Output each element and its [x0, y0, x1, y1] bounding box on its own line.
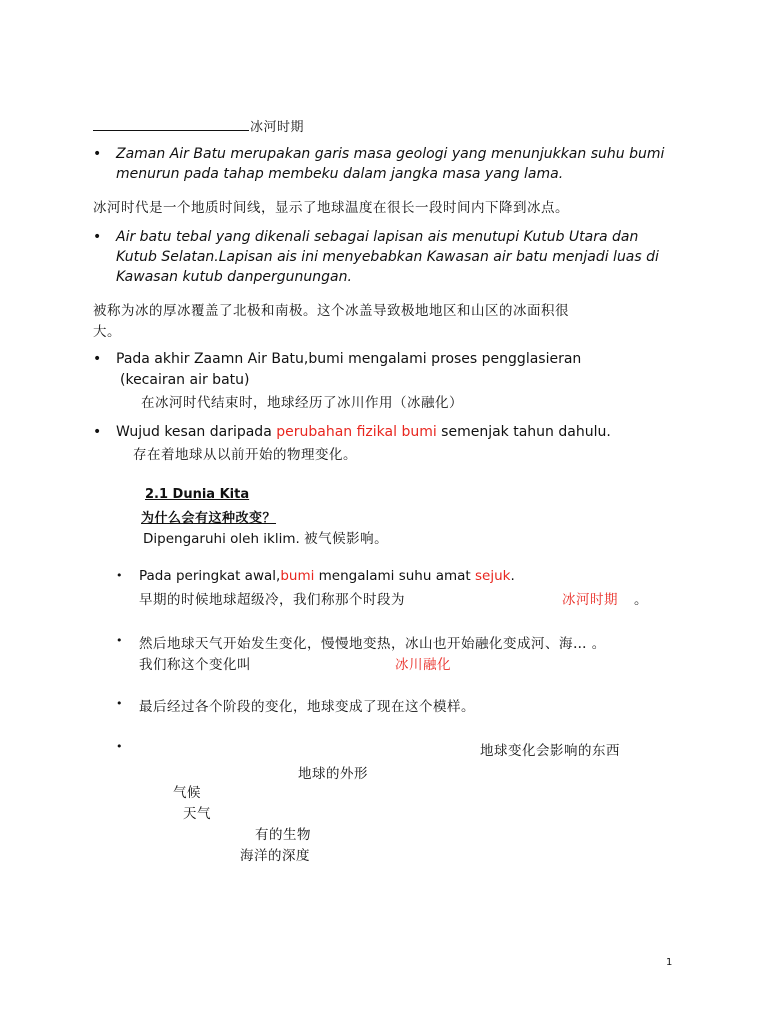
- chinese-para-2-line-1: 被称为冰的厚冰覆盖了北极和南极。这个冰盖导致极地地区和山区的冰面积很: [93, 303, 569, 319]
- bullet-1-line-1: Zaman Air Batu merupakan garis masa geologi yang menunjukkan suhu bumi: [116, 146, 665, 162]
- bullet-2-line-1: Air batu tebal yang dikenali sebagai lapisan ais menutupi Kutub Utara dan: [116, 229, 639, 245]
- sub-bullet-2: •: [116, 634, 123, 647]
- bullet-3-line-1: Pada akhir Zaamn Air Batu,bumi mengalami proses pengglasieran: [116, 351, 582, 367]
- bullet-1: •: [93, 146, 102, 162]
- sub-bullet-1-red-1: bumi: [280, 568, 315, 584]
- chinese-para-3: 在冰河时代结束时，地球经历了冰川作用（冰融化）: [141, 395, 463, 411]
- title-rule: [93, 130, 249, 131]
- sub-bullet-2-line-2: 我们称这个变化叫: [139, 657, 251, 673]
- section-question: 为什么会有这种改变？: [141, 511, 277, 526]
- sub-bullet-1-chinese-end: 。: [634, 592, 648, 608]
- sub-bullet-3-line: 最后经过各个阶段的变化，地球变成了现在这个模样。: [139, 699, 475, 715]
- page-title: 冰河时期: [250, 120, 305, 135]
- section-heading: 2.1 Dunia Kita: [145, 487, 250, 502]
- bullet-1-line-2: menurun pada tahap membeku dalam jangka masa yang lama.: [116, 166, 564, 182]
- answer-malay: Dipengaruhi oleh iklim.: [143, 531, 300, 547]
- affected-item: 海洋的深度: [240, 848, 310, 864]
- affected-item: 气候: [173, 785, 201, 801]
- bullet-2-line-2: Kutub Selatan.Lapisan ais ini menyebabkan Kawasan air batu menjadi luas di: [116, 249, 659, 265]
- sub-bullet-1: •: [116, 569, 123, 582]
- sub-bullet-3: •: [116, 697, 123, 710]
- bullet-3-line-2: (kecairan air batu): [120, 372, 250, 388]
- chinese-para-4: 存在着地球从以前开始的物理变化。: [133, 447, 357, 463]
- sub-bullet-1-chinese-red: 冰河时期: [562, 592, 618, 608]
- bullet-3: •: [93, 351, 102, 367]
- affected-item: 地球的外形: [298, 766, 368, 782]
- bullet-4-line: [116, 424, 611, 440]
- bullet-4-pre: Wujud kesan daripada: [116, 424, 277, 440]
- chinese-para-1: 冰河时代是一个地质时间线，显示了地球温度在很长一段时间内下降到冰点。: [93, 200, 569, 216]
- bullet-4-highlight: perubahan fizikal bumi: [276, 424, 437, 440]
- bullet-2: •: [93, 229, 102, 245]
- sub-bullet-4-title: 地球变化会影响的东西: [480, 743, 620, 759]
- sub-bullet-1-red-2: sejuk: [474, 568, 511, 584]
- bullet-2-line-3: Kawasan kutub danpergunungan.: [116, 269, 352, 285]
- section-answer: [143, 527, 388, 547]
- sub-bullet-1-chinese: 早期的时候地球超级冷，我们称那个时段为: [139, 592, 405, 608]
- sub-bullet-1-post: .: [510, 568, 515, 584]
- sub-bullet-1-mid: mengalami suhu amat: [314, 568, 475, 584]
- affected-item: 天气: [183, 806, 211, 822]
- sub-bullet-2-red: 冰川融化: [395, 657, 451, 673]
- sub-bullet-1-line: [139, 568, 515, 584]
- answer-chinese: 被气候影响。: [304, 531, 389, 547]
- bullet-4-post: semenjak tahun dahulu.: [436, 424, 611, 440]
- bullet-4: •: [93, 424, 102, 440]
- sub-bullet-2-line-1: 然后地球天气开始发生变化，慢慢地变热，冰山也开始融化变成河、海… 。: [139, 636, 606, 652]
- affected-item: 有的生物: [255, 827, 311, 843]
- sub-bullet-1-pre: Pada peringkat awal,: [139, 568, 281, 584]
- chinese-para-2-line-2: 大。: [93, 324, 121, 340]
- page-number: 1: [666, 957, 673, 968]
- sub-bullet-4: •: [116, 740, 123, 753]
